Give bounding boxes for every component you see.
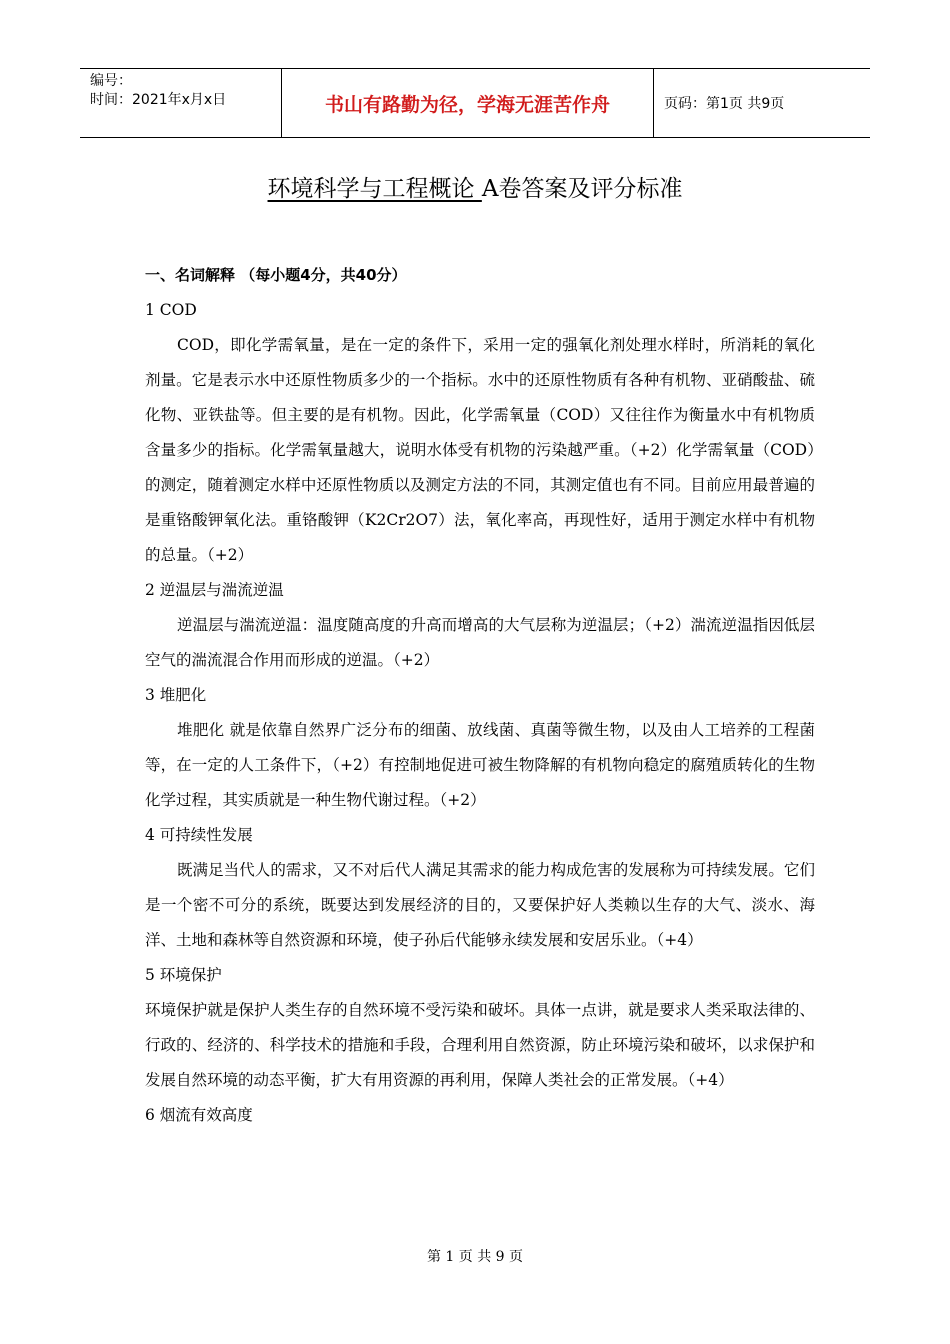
header-motto: 书山有路勤为径，学海无涯苦作舟 xyxy=(282,69,654,137)
page-header xyxy=(80,68,870,138)
item-text: 堆肥化 就是依靠自然界广泛分布的细菌、放线菌、真菌等微生物，以及由人工培养的工程菌等，在一定的人工条件下，（+2）有控制地促进可被生物降解的有机物向稳定的腐殖质转化的生物化学过程，其实质就是一种生物代谢过程。（+2） xyxy=(145,721,815,809)
time-label: 时间：2021年x月x日 xyxy=(90,92,227,108)
item-text: 环境保护就是保护人类生存的自然环境不受污染和破坏。具体一点讲，就是要求人类采取法律的、行政的、经济的、科学技术的措施和手段，合理利用自然资源，防止环境污染和破坏，以求保护和发展自然环境的动态平衡，扩大有用资源的再利用，保障人类社会的正常发展。（+4） xyxy=(145,1001,815,1089)
item-text: 逆温层与湍流逆温：温度随高度的升高而增高的大气层称为逆温层；（+2）湍流逆温指因低层空气的湍流混合作用而形成的逆温。（+2） xyxy=(145,616,815,669)
item-title: 1 COD xyxy=(145,301,197,319)
item-title: 5 环境保护 xyxy=(145,966,222,984)
document-title xyxy=(0,170,950,203)
title-underlined: 环境科学与工程概论 xyxy=(267,176,482,202)
header-meta xyxy=(80,69,282,137)
item-title: 4 可持续性发展 xyxy=(145,826,253,844)
item-title: 6 烟流有效高度 xyxy=(145,1106,253,1124)
section-heading: 一、名词解释 （每小题4分，共40分） xyxy=(145,266,407,284)
item-title: 3 堆肥化 xyxy=(145,686,207,704)
item-title: 2 逆温层与湍流逆温 xyxy=(145,581,284,599)
serial-label: 编号： xyxy=(90,73,132,89)
page-footer: 第 1 页 共 9 页 xyxy=(426,1249,524,1265)
document-body xyxy=(145,258,815,1133)
title-rest: A卷答案及评分标准 xyxy=(481,176,683,202)
item-text: COD，即化学需氧量，是在一定的条件下，采用一定的强氧化剂处理水样时，所消耗的氧化剂量。它是表示水中还原性物质多少的一个指标。水中的还原性物质有各种有机物、亚硝酸盐、硫化物、亚铁盐等。但主要的是有机物。因此，化学需氧量（COD）又往往作为衡量水中有机物质含量多少的指标。化学需氧量越大，说明水体受有机物的污染越严重。（+2）化学需氧量（COD）的测定，随着测定水样中还原性物质以及测定方法的不同，其测定值也有不同。目前应用最普遍的是重铬酸钾氧化法。重铬酸钾（K2Cr2O7）法，氧化率高，再现性好，适用于测定水样中有机物的总量。（+2） xyxy=(145,336,815,564)
header-page-code: 页码：第1页 共9页 xyxy=(664,96,785,112)
item-text: 既满足当代人的需求，又不对后代人满足其需求的能力构成危害的发展称为可持续发展。它们是一个密不可分的系统，既要达到发展经济的目的，又要保护好人类赖以生存的大气、淡水、海洋、土地和森林等自然资源和环境，使子孙后代能够永续发展和安居乐业。（+4） xyxy=(145,861,815,949)
